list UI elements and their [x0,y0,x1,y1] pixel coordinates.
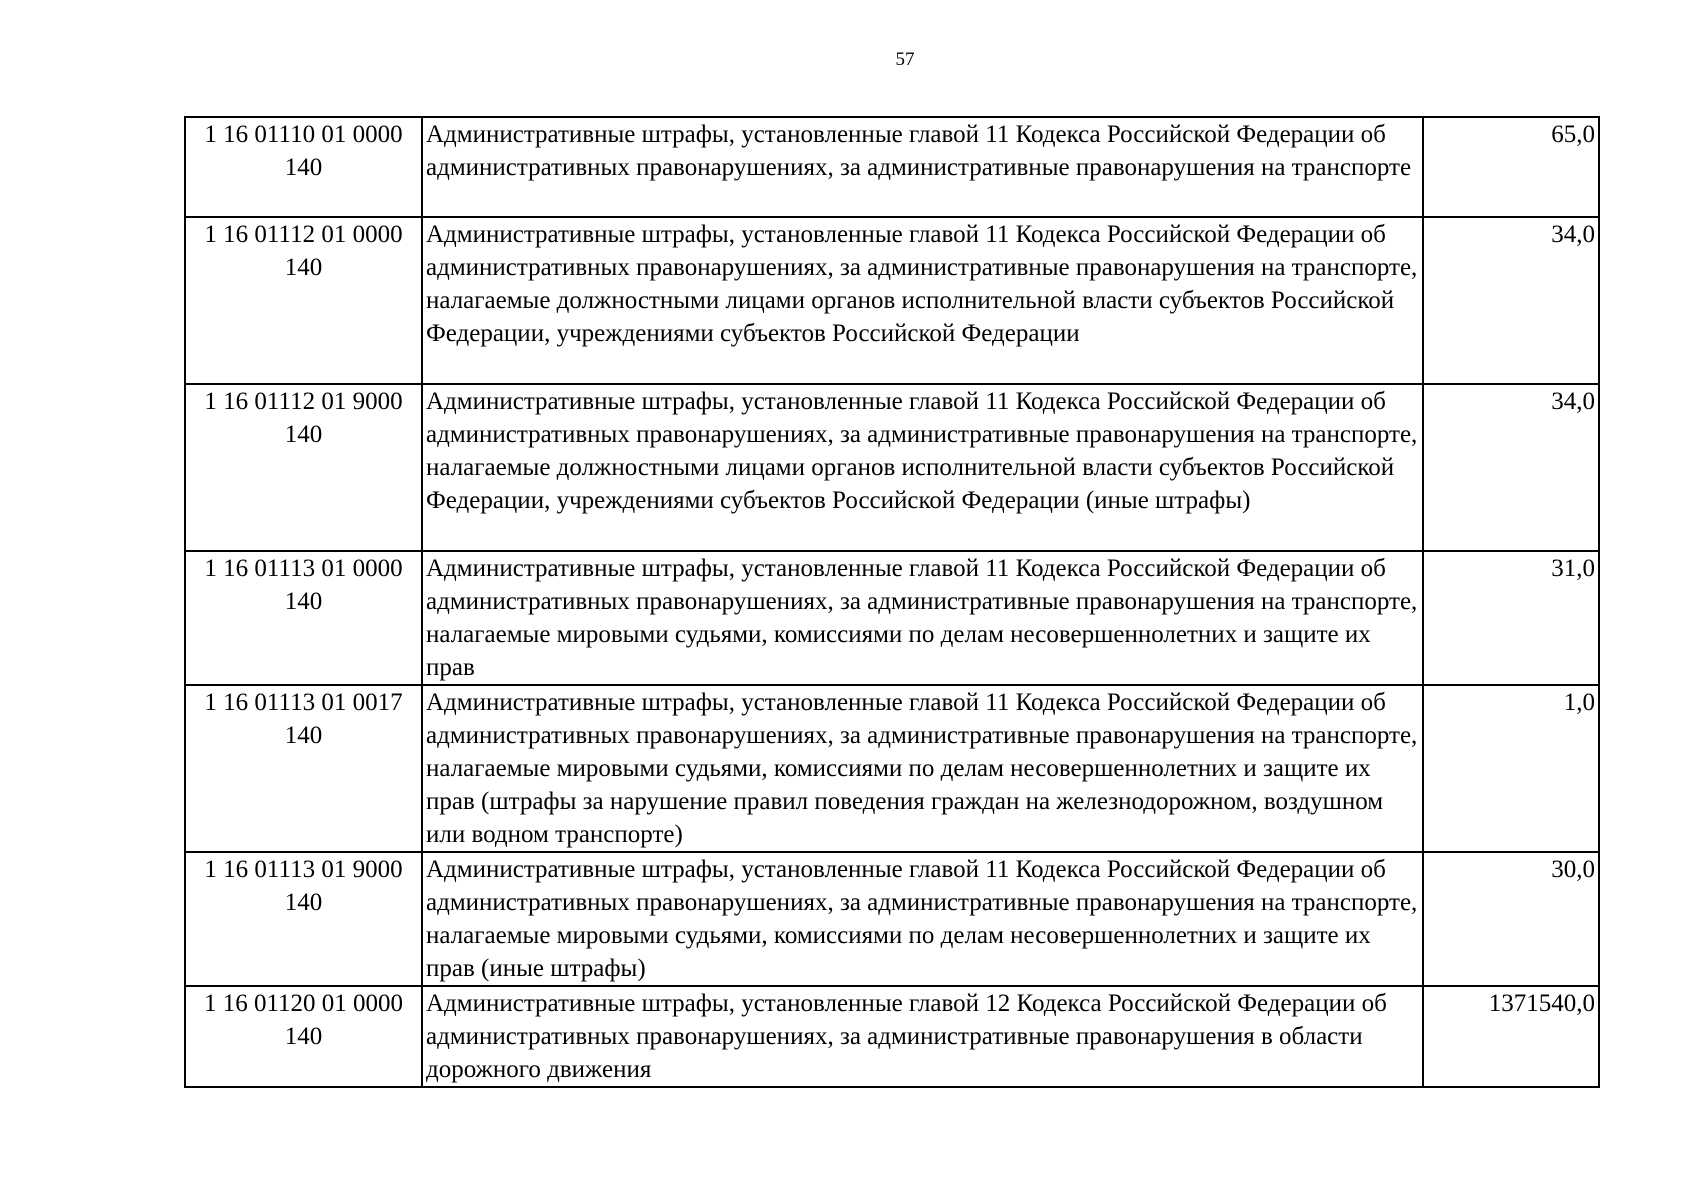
table-row [185,685,1599,852]
description-cell: Административные штрафы, установленные главой 11 Кодекса Российской Федерации об административных правонарушениях, за административные правонарушения на транспорте, налагаемые должностными лицами органов исполнительной власти субъектов Российской Федерации, учреждениями субъектов Российской Федерации (иные штрафы) [422,384,1423,551]
amount-cell: 34,0 [1423,217,1599,384]
revenue-code-cell: 1 16 01113 01 0017 140 [185,685,422,852]
description-cell: Административные штрафы, установленные главой 11 Кодекса Российской Федерации об административных правонарушениях, за административные правонарушения на транспорте, налагаемые мировыми судьями, комиссиями по делам несовершеннолетних и защите их прав [422,551,1423,685]
amount-cell: 31,0 [1423,551,1599,685]
description-cell: Административные штрафы, установленные главой 11 Кодекса Российской Федерации об административных правонарушениях, за административные правонарушения на транспорте, налагаемые мировыми судьями, комиссиями по делам несовершеннолетних и защите их прав (штрафы за нарушение правил поведения граждан на железнодорожном, воздушном или водном транспорте) [422,685,1423,852]
revenue-codes-table [184,116,1600,1088]
revenue-code-cell: 1 16 01112 01 9000 140 [185,384,422,551]
page-number: 57 [895,49,915,70]
revenue-code-cell: 1 16 01120 01 0000 140 [185,986,422,1087]
description-cell: Административные штрафы, установленные главой 12 Кодекса Российской Федерации об административных правонарушениях, за административные правонарушения в области дорожного движения [422,986,1423,1087]
table-row [185,551,1599,685]
amount-cell: 65,0 [1423,117,1599,217]
table-row [185,384,1599,551]
revenue-code-cell: 1 16 01112 01 0000 140 [185,217,422,384]
amount-cell: 34,0 [1423,384,1599,551]
description-cell: Административные штрафы, установленные главой 11 Кодекса Российской Федерации об административных правонарушениях, за административные правонарушения на транспорте, налагаемые должностными лицами органов исполнительной власти субъектов Российской Федерации, учреждениями субъектов Российской Федерации [422,217,1423,384]
table-row [185,217,1599,384]
table-row [185,852,1599,986]
amount-cell: 1,0 [1423,685,1599,852]
table-row [185,986,1599,1087]
amount-cell: 30,0 [1423,852,1599,986]
revenue-code-cell: 1 16 01110 01 0000 140 [185,117,422,217]
amount-cell: 1371540,0 [1423,986,1599,1087]
revenue-code-cell: 1 16 01113 01 0000 140 [185,551,422,685]
description-cell: Административные штрафы, установленные главой 11 Кодекса Российской Федерации об административных правонарушениях, за административные правонарушения на транспорте [422,117,1423,217]
revenue-code-cell: 1 16 01113 01 9000 140 [185,852,422,986]
description-cell: Административные штрафы, установленные главой 11 Кодекса Российской Федерации об административных правонарушениях, за административные правонарушения на транспорте, налагаемые мировыми судьями, комиссиями по делам несовершеннолетних и защите их прав (иные штрафы) [422,852,1423,986]
table-row [185,117,1599,217]
